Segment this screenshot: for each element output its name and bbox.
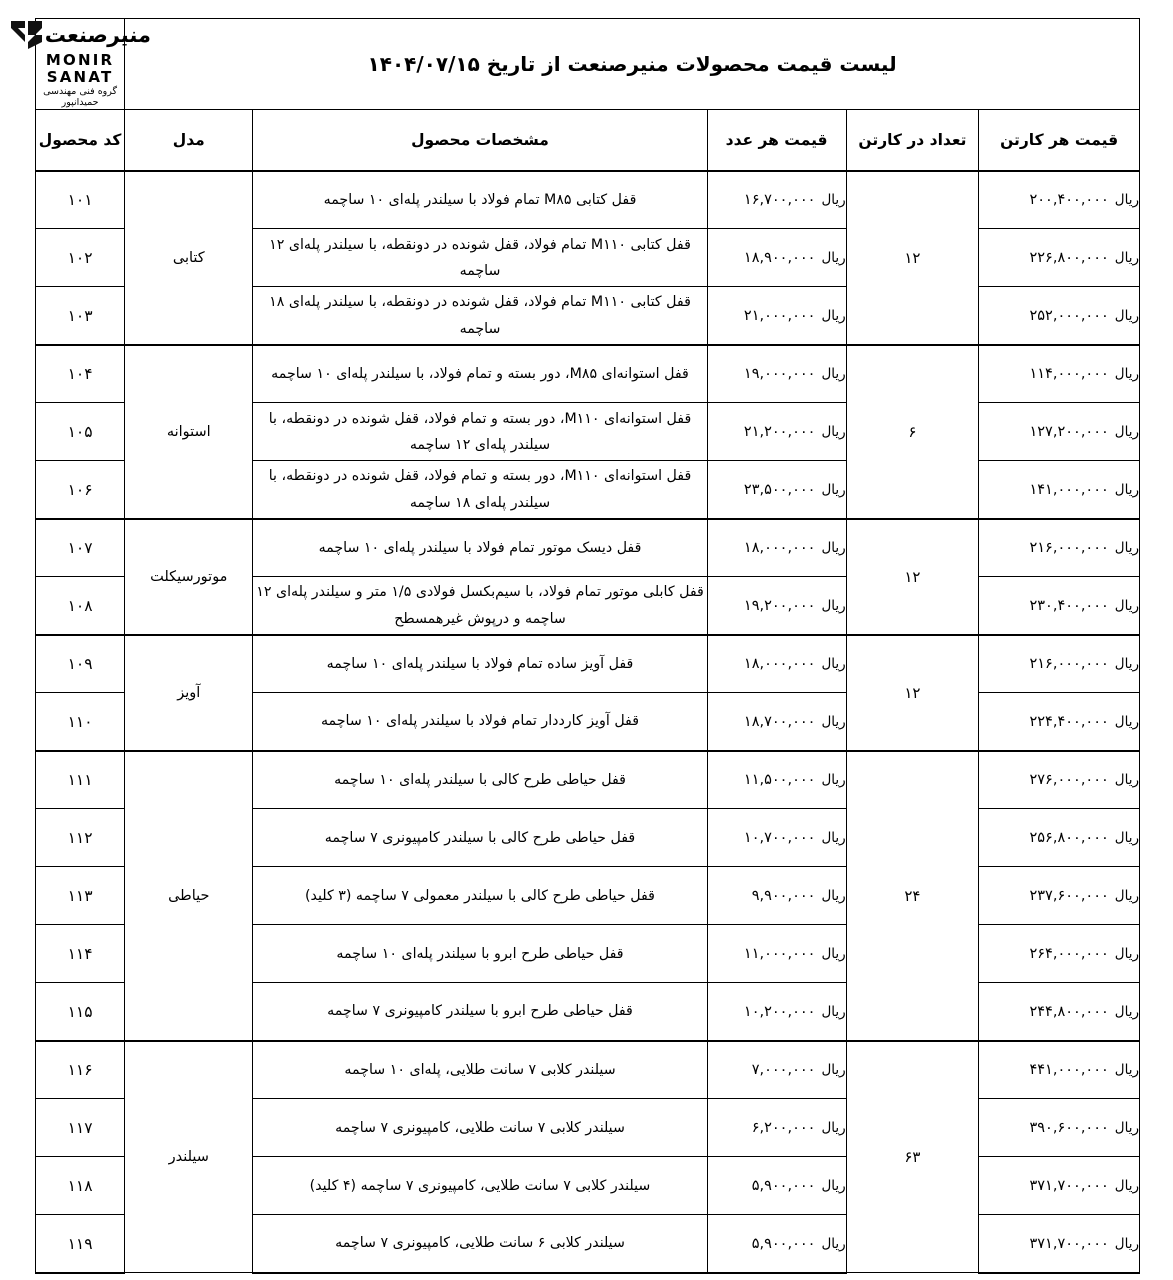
cell-product-code: ۱۰۹: [36, 635, 125, 693]
carton-price-value: ۲۰۰,۴۰۰,۰۰۰: [1029, 192, 1109, 209]
cell-model: آویز: [125, 635, 253, 751]
cell-unit-price: [707, 809, 846, 867]
currency-label: ریال: [1114, 945, 1139, 962]
unit-price-value: ۲۱,۰۰۰,۰۰۰: [743, 307, 816, 324]
carton-price-value: ۳۹۰,۶۰۰,۰۰۰: [1029, 1119, 1109, 1136]
carton-price-value: ۴۴۱,۰۰۰,۰۰۰: [1029, 1062, 1109, 1079]
carton-price-value: ۲۳۰,۴۰۰,۰۰۰: [1029, 597, 1109, 614]
cell-carton-price: [979, 693, 1140, 751]
cell-product-code: ۱۱۶: [36, 1041, 125, 1099]
logo-latin-name: MONIR SANAT: [45, 51, 115, 86]
cell-product-code: ۱۰۱: [36, 171, 125, 229]
currency-label: ریال: [1114, 829, 1139, 846]
cell-carton-count: ۱۲: [846, 171, 979, 345]
cell-product-code: ۱۱۵: [36, 983, 125, 1041]
cell-carton-price: [979, 461, 1140, 519]
currency-label: ریال: [821, 1062, 846, 1079]
table-row: [36, 635, 1140, 693]
cell-model: کتابی: [125, 171, 253, 345]
column-header-unit-price: قیمت هر عدد: [707, 109, 846, 171]
column-header-code: کد محصول: [36, 109, 125, 171]
carton-price-value: ۳۷۱,۷۰۰,۰۰۰: [1029, 1235, 1109, 1252]
cell-unit-price: [707, 1099, 846, 1157]
carton-price-value: ۱۲۷,۲۰۰,۰۰۰: [1029, 423, 1109, 440]
cell-carton-price: [979, 1099, 1140, 1157]
currency-label: ریال: [821, 945, 846, 962]
cell-product-code: ۱۰۵: [36, 403, 125, 461]
carton-price-value: ۲۲۴,۴۰۰,۰۰۰: [1029, 713, 1109, 730]
currency-label: ریال: [821, 540, 846, 557]
cell-product-description: قفل حیاطی طرح ابرو با سیلندر پله‌ای ۱۰ ساچمه: [253, 925, 707, 983]
cell-carton-count: ۱۲: [846, 519, 979, 635]
table-row: [36, 519, 1140, 577]
unit-price-value: ۱۹,۲۰۰,۰۰۰: [743, 597, 816, 614]
cell-carton-price: [979, 171, 1140, 229]
currency-label: ریال: [1114, 366, 1139, 383]
cell-unit-price: [707, 577, 846, 635]
unit-price-value: ۵,۹۰۰,۰۰۰: [751, 1235, 816, 1252]
currency-label: ریال: [1114, 772, 1139, 789]
cell-unit-price: [707, 983, 846, 1041]
currency-label: ریال: [821, 597, 846, 614]
cell-product-code: ۱۰۴: [36, 345, 125, 403]
cell-unit-price: [707, 1041, 846, 1099]
cell-product-description: سیلندر کلابی ۶ سانت طلایی، کامپیونری ۷ ساچمه: [253, 1215, 707, 1273]
currency-label: ریال: [821, 887, 846, 904]
cell-carton-price: [979, 287, 1140, 345]
carton-price-value: ۲۵۶,۸۰۰,۰۰۰: [1029, 829, 1109, 846]
cell-unit-price: [707, 461, 846, 519]
table-row: [36, 1041, 1140, 1099]
cell-product-code: ۱۱۱: [36, 751, 125, 809]
cell-product-description: قفل کابلی موتور تمام فولاد، با سیم‌بکسل فولادی ۱/۵ متر و سیلندر پله‌ای ۱۲ ساچمه و درپوش غیرهمسطح: [253, 577, 707, 635]
column-header-row: [36, 109, 1140, 171]
cell-carton-price: [979, 925, 1140, 983]
cell-unit-price: [707, 519, 846, 577]
cell-product-code: ۱۱۴: [36, 925, 125, 983]
cell-product-code: ۱۰۶: [36, 461, 125, 519]
currency-label: ریال: [1114, 597, 1139, 614]
unit-price-value: ۲۱,۲۰۰,۰۰۰: [743, 423, 816, 440]
currency-label: ریال: [1114, 540, 1139, 557]
cell-product-description: قفل آویز کارددار تمام فولاد با سیلندر پله‌ای ۱۰ ساچمه: [253, 693, 707, 751]
cell-product-description: سیلندر کلابی ۷ سانت طلایی، کامپیونری ۷ ساچمه (۴ کلید): [253, 1157, 707, 1215]
table-head: [36, 19, 1140, 171]
unit-price-value: ۶,۲۰۰,۰۰۰: [751, 1119, 816, 1136]
unit-price-value: ۱۶,۷۰۰,۰۰۰: [743, 192, 816, 209]
unit-price-value: ۲۳,۵۰۰,۰۰۰: [743, 481, 816, 498]
cell-product-description: سیلندر کلابی ۷ سانت طلایی، پله‌ای ۱۰ ساچمه: [253, 1041, 707, 1099]
currency-label: ریال: [1114, 887, 1139, 904]
unit-price-value: ۱۱,۵۰۰,۰۰۰: [743, 772, 816, 789]
cell-unit-price: [707, 345, 846, 403]
cell-product-code: ۱۱۳: [36, 867, 125, 925]
currency-label: ریال: [1114, 1003, 1139, 1020]
unit-price-value: ۱۸,۰۰۰,۰۰۰: [743, 656, 816, 673]
currency-label: ریال: [1114, 249, 1139, 266]
company-logo: [36, 19, 153, 110]
currency-label: ریال: [821, 1235, 846, 1252]
cell-product-description: سیلندر کلابی ۷ سانت طلایی، کامپیونری ۷ ساچمه: [253, 1099, 707, 1157]
unit-price-value: ۱۸,۰۰۰,۰۰۰: [743, 540, 816, 557]
currency-label: ریال: [1114, 1177, 1139, 1194]
currency-label: ریال: [821, 656, 846, 673]
cell-carton-price: [979, 867, 1140, 925]
carton-price-value: ۲۵۲,۰۰۰,۰۰۰: [1029, 307, 1109, 324]
cell-product-code: ۱۰۸: [36, 577, 125, 635]
column-header-description: مشخصات محصول: [253, 109, 707, 171]
cell-product-code: ۱۰۷: [36, 519, 125, 577]
cell-product-description: قفل کتابی M۸۵ تمام فولاد با سیلندر پله‌ای ۱۰ ساچمه: [253, 171, 707, 229]
currency-label: ریال: [1114, 192, 1139, 209]
column-header-carton-price: قیمت هر کارتن: [979, 109, 1140, 171]
cell-carton-price: [979, 1041, 1140, 1099]
cell-model: سیلندر: [125, 1041, 253, 1273]
cell-product-description: قفل حیاطی طرح کالی با سیلندر پله‌ای ۱۰ ساچمه: [253, 751, 707, 809]
cell-unit-price: [707, 287, 846, 345]
table-row: [36, 345, 1140, 403]
cell-product-code: ۱۱۷: [36, 1099, 125, 1157]
unit-price-value: ۵,۹۰۰,۰۰۰: [751, 1177, 816, 1194]
carton-price-value: ۱۴۱,۰۰۰,۰۰۰: [1029, 481, 1109, 498]
currency-label: ریال: [1114, 481, 1139, 498]
carton-price-value: ۳۷۱,۷۰۰,۰۰۰: [1029, 1177, 1109, 1194]
cell-product-description: قفل آویز ساده تمام فولاد با سیلندر پله‌ای ۱۰ ساچمه: [253, 635, 707, 693]
currency-label: ریال: [821, 772, 846, 789]
unit-price-value: ۱۸,۹۰۰,۰۰۰: [743, 249, 816, 266]
unit-price-value: ۹,۹۰۰,۰۰۰: [751, 887, 816, 904]
cell-model: استوانه: [125, 345, 253, 519]
cell-carton-count: ۶: [846, 345, 979, 519]
cell-product-code: ۱۰۲: [36, 229, 125, 287]
cell-unit-price: [707, 635, 846, 693]
carton-price-value: ۲۱۶,۰۰۰,۰۰۰: [1029, 656, 1109, 673]
currency-label: ریال: [821, 1177, 846, 1194]
table-row: [36, 171, 1140, 229]
chevron-logo-icon: [9, 19, 151, 51]
currency-label: ریال: [1114, 307, 1139, 324]
unit-price-value: ۱۰,۷۰۰,۰۰۰: [743, 829, 816, 846]
unit-price-value: ۱۰,۲۰۰,۰۰۰: [743, 1003, 816, 1020]
currency-label: ریال: [821, 366, 846, 383]
price-list-table: [35, 18, 1140, 1274]
unit-price-value: ۱۹,۰۰۰,۰۰۰: [743, 366, 816, 383]
unit-price-value: ۱۱,۰۰۰,۰۰۰: [743, 945, 816, 962]
cell-unit-price: [707, 1215, 846, 1273]
currency-label: ریال: [821, 481, 846, 498]
cell-product-code: ۱۱۸: [36, 1157, 125, 1215]
currency-label: ریال: [821, 1119, 846, 1136]
carton-price-value: ۲۴۴,۸۰۰,۰۰۰: [1029, 1003, 1109, 1020]
carton-price-value: ۲۶۴,۰۰۰,۰۰۰: [1029, 945, 1109, 962]
cell-carton-price: [979, 1215, 1140, 1273]
currency-label: ریال: [1114, 1119, 1139, 1136]
cell-carton-price: [979, 519, 1140, 577]
cell-unit-price: [707, 693, 846, 751]
cell-unit-price: [707, 171, 846, 229]
currency-label: ریال: [821, 713, 846, 730]
logo-subtitle: گروه فنی مهندسی حمیدانپور: [43, 86, 118, 109]
column-header-model: مدل: [125, 109, 253, 171]
cell-product-code: ۱۱۰: [36, 693, 125, 751]
cell-carton-price: [979, 809, 1140, 867]
cell-carton-price: [979, 751, 1140, 809]
cell-model: موتورسیکلت: [125, 519, 253, 635]
cell-unit-price: [707, 867, 846, 925]
cell-product-description: قفل کتابی M۱۱۰ تمام فولاد، قفل شونده در دونقطه، با سیلندر پله‌ای ۱۸ ساچمه: [253, 287, 707, 345]
cell-product-description: قفل استوانه‌ای M۱۱۰، دور بسته و تمام فولاد، قفل شونده در دونقطه، با سیلندر پله‌ای ۱۸ ساچمه: [253, 461, 707, 519]
cell-carton-price: [979, 345, 1140, 403]
cell-product-description: قفل حیاطی طرح کالی با سیلندر کامپیونری ۷ ساچمه: [253, 809, 707, 867]
cell-product-description: قفل استوانه‌ای M۱۱۰، دور بسته و تمام فولاد، قفل شونده در دونقطه، با سیلندر پله‌ای ۱۲ ساچمه: [253, 403, 707, 461]
cell-carton-price: [979, 1157, 1140, 1215]
currency-label: ریال: [1114, 1062, 1139, 1079]
document-title: لیست قیمت محصولات منیرصنعت از تاریخ ۱۴۰۴/۰۷/۱۵: [125, 19, 1140, 110]
cell-carton-count: ۶۳: [846, 1041, 979, 1273]
logo-script-name: منیرصنعت: [44, 22, 153, 47]
cell-unit-price: [707, 751, 846, 809]
cell-product-description: قفل حیاطی طرح کالی با سیلندر معمولی ۷ ساچمه (۳ کلید): [253, 867, 707, 925]
cell-unit-price: [707, 925, 846, 983]
carton-price-value: ۲۲۶,۸۰۰,۰۰۰: [1029, 249, 1109, 266]
cell-carton-count: ۲۴: [846, 751, 979, 1041]
carton-price-value: ۱۱۴,۰۰۰,۰۰۰: [1029, 366, 1109, 383]
cell-carton-price: [979, 635, 1140, 693]
currency-label: ریال: [1114, 656, 1139, 673]
cell-product-description: قفل کتابی M۱۱۰ تمام فولاد، قفل شونده در دونقطه، با سیلندر پله‌ای ۱۲ ساچمه: [253, 229, 707, 287]
column-header-carton-count: تعداد در کارتن: [846, 109, 979, 171]
title-row: [36, 19, 1140, 110]
cell-product-description: قفل دیسک موتور تمام فولاد با سیلندر پله‌ای ۱۰ ساچمه: [253, 519, 707, 577]
currency-label: ریال: [821, 249, 846, 266]
carton-price-value: ۲۳۷,۶۰۰,۰۰۰: [1029, 887, 1109, 904]
chevron-mark-icon: [9, 20, 43, 50]
currency-label: ریال: [821, 307, 846, 324]
cell-unit-price: [707, 403, 846, 461]
unit-price-value: ۷,۰۰۰,۰۰۰: [751, 1062, 816, 1079]
currency-label: ریال: [1114, 423, 1139, 440]
currency-label: ریال: [821, 423, 846, 440]
table-body: [36, 171, 1140, 1273]
currency-label: ریال: [821, 829, 846, 846]
currency-label: ریال: [1114, 713, 1139, 730]
cell-carton-price: [979, 403, 1140, 461]
carton-price-value: ۲۷۶,۰۰۰,۰۰۰: [1029, 772, 1109, 789]
cell-product-description: قفل حیاطی طرح ابرو با سیلندر کامپیونری ۷ ساچمه: [253, 983, 707, 1041]
cell-carton-price: [979, 229, 1140, 287]
cell-carton-price: [979, 577, 1140, 635]
cell-unit-price: [707, 1157, 846, 1215]
table-row: [36, 751, 1140, 809]
cell-unit-price: [707, 229, 846, 287]
cell-carton-count: ۱۲: [846, 635, 979, 751]
cell-product-code: ۱۰۳: [36, 287, 125, 345]
carton-price-value: ۲۱۶,۰۰۰,۰۰۰: [1029, 540, 1109, 557]
cell-product-code: ۱۱۲: [36, 809, 125, 867]
cell-product-description: قفل استوانه‌ای M۸۵، دور بسته و تمام فولاد، با سیلندر پله‌ای ۱۰ ساچمه: [253, 345, 707, 403]
cell-model: حیاطی: [125, 751, 253, 1041]
cell-product-code: ۱۱۹: [36, 1215, 125, 1273]
unit-price-value: ۱۸,۷۰۰,۰۰۰: [743, 713, 816, 730]
currency-label: ریال: [1114, 1235, 1139, 1252]
currency-label: ریال: [821, 1003, 846, 1020]
cell-carton-price: [979, 983, 1140, 1041]
currency-label: ریال: [821, 192, 846, 209]
